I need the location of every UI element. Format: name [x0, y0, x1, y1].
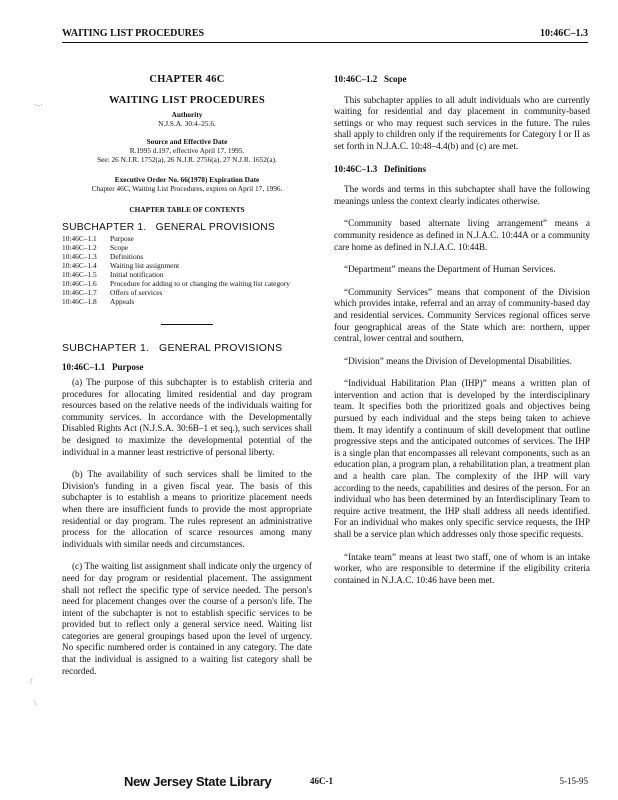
section-divider — [161, 324, 213, 325]
source-line: R.1995 d.197, effective April 17, 1995. — [129, 145, 245, 155]
chapter-number: CHAPTER 46C — [149, 74, 225, 85]
margin-mark: / — [30, 676, 33, 686]
executive-order-text: Chapter 46C, Waiting List Procedures, expires on April 17, 1996. — [91, 184, 283, 194]
definition-intake-team: “Intake team” means at least two staff, one of whom is an intake worker, who are responsible to determine if the eligibility criteria contained in N.J.A.C. 10:46 have been met. — [334, 551, 590, 585]
chapter-title: WAITING LIST PROCEDURES — [108, 94, 266, 106]
toc-item[interactable]: 10:46C–1.6 Procedure for adding to or changing the waiting list category — [62, 278, 290, 288]
source-label: Source and Effective Date — [146, 136, 228, 146]
paragraph-b: (b) The availability of such services shall be limited to the Division's funding in a given fiscal year. The basis of this subchapter is to establish a means to prioritize placement needs when there are insufficient funds to provide the most appropriate residential or day program. The rules represent an administrative process for the allocation of scarce resources among many individuals with similar needs and circumstances. — [62, 469, 312, 549]
library-logo: New Jersey State Library — [124, 774, 272, 789]
source-line: See: 26 N.J.R. 1752(a), 26 N.J.R. 2756(a), 27 N.J.R. 1652(a). — [97, 155, 277, 164]
header-section-number: 10:46C–1.3 — [539, 28, 588, 39]
left-column — [62, 74, 312, 677]
table-of-contents — [62, 234, 312, 306]
section-heading-scope: 10:46C–1.2 Scope — [334, 74, 407, 84]
paragraph-a: (a) The purpose of this subchapter is to establish criteria and procedures for allocating limited residential and day program resources based on the relative needs of the individuals waiting for community services. In accordance with the Developmentally Disabled Rights Act (N.J.S.A. 30:6B–1 et seq.), such services shall be designed to maximize the developmental potential of the individual in a manner least restrictive of personal liberty. — [62, 377, 312, 457]
definition-division: “Division” means the Division of Developmental Disabilities. — [344, 355, 572, 366]
header-title: WAITING LIST PROCEDURES — [62, 28, 205, 39]
page-number: 46C-1 — [310, 776, 333, 786]
toc-item[interactable]: 10:46C–1.7 Offers of services — [62, 287, 163, 297]
definition-community-services: “Community Services” means that component of the Division which provides intake, referral and an array of community-based day and residential services. Community Services regional offices serve four geographical areas of the State which are: northern, upper central, lower central and southern. — [334, 286, 590, 344]
header-rule — [62, 42, 588, 43]
running-header — [62, 28, 588, 42]
definition-community-living: “Community based alternate living arrangement” means a community residence as defined in N.J.A.C. 10:44A or a community care home as defined in N.J.A.C. 10:44B. — [334, 218, 590, 252]
section-heading-purpose: 10:46C–1.1 Purpose — [62, 362, 144, 373]
section-heading-definitions: 10:46C–1.3 Definitions — [334, 163, 426, 174]
toc-item[interactable]: 10:46C–1.3 Definitions — [62, 251, 144, 261]
toc-item[interactable]: 10:46C–1.2 Scope — [62, 242, 129, 252]
definitions-intro: The words and terms in this subchapter shall have the following meanings unless the context clearly indicates otherwise. — [334, 184, 590, 206]
definition-ihp: “Individual Habilitation Plan (IHP)” means a written plan of intervention and action that is developed by the interdisciplinary team. It specifies both the prioritized goals and objectives being pursued by each individual and the steps being taken to achieve them. It may identify a continuum of skill development that outline progressive steps and the anticipated outcomes of services. The IHP is a single plan that encompasses all relevant components, such as an education plan, a program plan, a rehabilitation plan, a treatment plan and a health care plan. The complexity of the IHP will vary according to the needs, capabilities and desires of the person. For an individual who has been determined by an Interdisciplinary Team to require active treatment, the IHP shall address all needs identified. For an individual who makes only specific service requests, the IHP shall be a service plan which addresses only those specific requests. — [334, 378, 590, 539]
toc-item[interactable]: 10:46C–1.1 Purpose — [62, 233, 134, 243]
scope-paragraph: This subchapter applies to all adult individuals who are currently waiting for residential and day placement in community-based settings or who may request such services in the future. The rules shall apply to children only if the requirements for Category I or II as set forth in N.J.A.C. 10:48–4.4(b) and (c) are met. — [334, 94, 590, 151]
toc-item[interactable]: 10:46C–1.4 Waiting list assignment — [62, 260, 180, 270]
paragraph-c: (c) The waiting list assignment shall indicate only the urgency of need for day program or residential placement. The assignment shall not reflect the specific type of service needed. The person's need for placement changes over the course of a person's life. The intent of the subchapter is not to establish specific services to be provided but to reflect only a general service need. Waiting list categories are general groupings based upon the level of urgency. No specific numbered order is contained in any category. The date that the individual is assigned to a waiting list category shall be recorded. — [62, 561, 312, 676]
margin-mark: ·-· — [34, 100, 43, 110]
page-footer — [62, 774, 588, 790]
toc-item[interactable]: 10:46C–1.5 Initial notification — [62, 269, 164, 279]
executive-order-label: Executive Order No. 66(1978) Expiration Date — [114, 175, 260, 185]
definition-department: “Department” means the Department of Human Services. — [344, 264, 556, 275]
subchapter-heading: SUBCHAPTER 1. GENERAL PROVISIONS — [62, 341, 283, 354]
toc-item[interactable]: 10:46C–1.8 Appeals — [62, 296, 135, 306]
authority-label: Authority — [171, 110, 203, 120]
margin-mark: \ — [34, 698, 37, 708]
toc-subchapter: SUBCHAPTER 1. GENERAL PROVISIONS — [62, 221, 275, 233]
authority-text: N.J.S.A. 30:4–25.6. — [158, 119, 216, 129]
toc-label: CHAPTER TABLE OF CONTENTS — [129, 204, 245, 214]
right-column — [334, 74, 590, 586]
page-date: 5-15-95 — [559, 776, 588, 786]
